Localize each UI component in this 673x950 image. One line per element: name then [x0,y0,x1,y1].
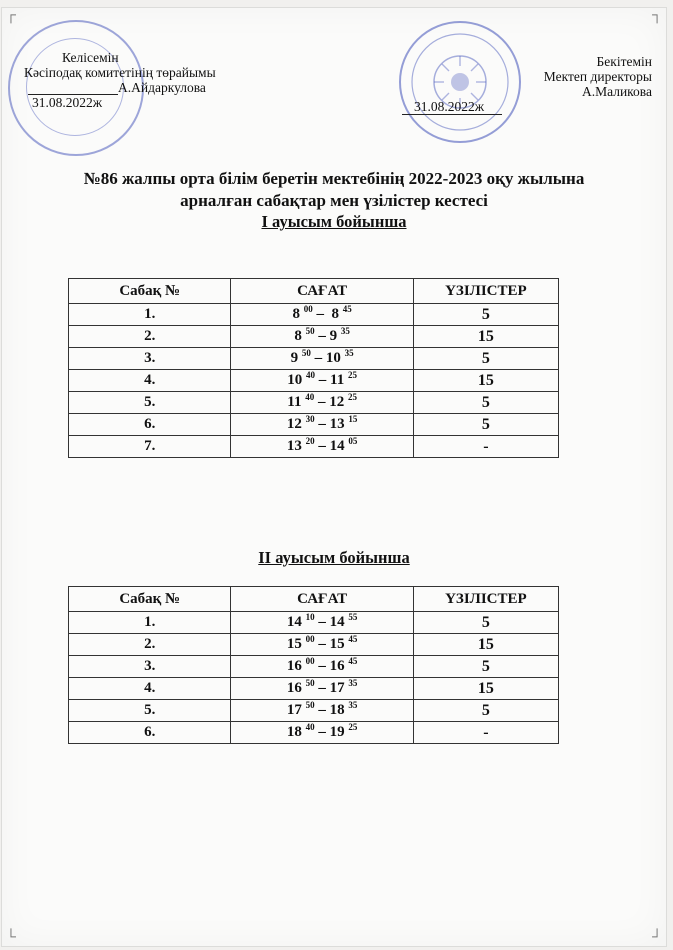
start-hour: 12 [286,416,302,432]
table-row [69,700,559,722]
time-separator: – [310,350,326,366]
header-break: ҮЗІЛІСТЕР [413,279,558,304]
end-hour: 12 [329,394,345,410]
document-title-line-1: №86 жалпы орта білім беретін мектебінің 2022-2023 оқу жылына [83,169,585,188]
end-hour: 11 [330,372,345,388]
start-minute: 00 [305,634,315,644]
corner-mark-bottom-right: ┘ [652,930,662,945]
lesson-time [231,304,413,326]
table-row [69,656,559,678]
lesson-number: 7. [69,436,231,458]
break-minutes: - [413,436,558,458]
end-hour: 8 [331,306,339,322]
time-separator: – [314,658,330,674]
time-separator: – [312,306,332,322]
table-row [69,304,559,326]
table-row [69,326,559,348]
break-minutes: - [413,722,558,744]
lesson-time [231,612,413,634]
break-minutes: 5 [413,414,558,436]
end-hour: 13 [329,416,345,432]
break-minutes: 15 [413,370,558,392]
break-minutes: 5 [413,304,558,326]
start-minute: 50 [305,326,315,336]
end-minute: 25 [347,392,357,402]
start-hour: 17 [286,702,302,718]
shift-1-table [68,278,559,458]
lesson-time [231,326,413,348]
time-separator: – [314,614,330,630]
start-minute: 40 [305,392,315,402]
start-hour: 9 [290,350,299,366]
start-hour: 13 [286,438,302,454]
approval-position: Мектеп директоры [543,69,652,84]
end-hour: 15 [329,636,345,652]
end-minute: 25 [347,370,357,380]
table-row [69,348,559,370]
time-separator: – [314,438,330,454]
table-row [69,370,559,392]
agreement-name: А.Айдаркулова [118,80,206,95]
lesson-time [231,700,413,722]
end-minute: 15 [348,414,358,424]
end-minute: 45 [348,656,358,666]
end-hour: 14 [329,438,345,454]
time-separator: – [314,702,330,718]
end-hour: 17 [329,680,345,696]
lesson-time [231,436,413,458]
table-header-row [69,279,559,304]
approval-date: 31.08.2022ж [414,99,485,114]
table-row [69,612,559,634]
break-minutes: 15 [413,326,558,348]
start-hour: 8 [294,328,302,344]
shift-2-title: II ауысым бойынша [258,548,410,567]
break-minutes: 5 [413,700,558,722]
lesson-number: 4. [69,370,231,392]
end-hour: 16 [329,658,345,674]
start-hour: 16 [286,680,302,696]
document-title-line-2: арналған сабақтар мен үзілістер кестесі [180,191,488,210]
start-minute: 20 [305,436,315,446]
break-minutes: 5 [413,348,558,370]
agreement-date: 31.08.2022ж [32,95,103,110]
start-hour: 14 [286,614,302,630]
start-minute: 50 [305,678,315,688]
end-minute: 35 [344,348,354,358]
start-minute: 10 [305,612,315,622]
lesson-number: 2. [69,326,231,348]
end-minute: 05 [348,436,358,446]
table-row [69,392,559,414]
time-separator: – [315,372,331,388]
break-minutes: 5 [413,392,558,414]
break-minutes: 5 [413,656,558,678]
lesson-number: 5. [69,700,231,722]
table-row [69,436,559,458]
shift-2-table [68,586,559,744]
time-separator: – [314,328,330,344]
time-separator: – [314,416,330,432]
table-row [69,634,559,656]
end-minute: 25 [348,722,358,732]
start-minute: 00 [303,304,313,314]
corner-mark-top-left: ┌ [6,8,16,23]
table-header-row [69,587,559,612]
start-minute: 40 [305,722,315,732]
agreement-position: Кәсіподақ комитетінің төрайымы [24,65,216,80]
break-minutes: 5 [413,612,558,634]
lesson-time [231,634,413,656]
approval-label: Бекітемін [596,54,652,69]
lesson-number: 6. [69,414,231,436]
lesson-number: 1. [69,304,231,326]
break-minutes: 15 [413,634,558,656]
lesson-time [231,414,413,436]
lesson-time [231,656,413,678]
start-hour: 16 [286,658,302,674]
end-hour: 10 [325,350,341,366]
lesson-number: 5. [69,392,231,414]
start-hour: 10 [287,372,303,388]
end-minute: 45 [342,304,352,314]
header-time: САҒАТ [231,279,413,304]
start-minute: 50 [305,700,315,710]
end-minute: 55 [348,612,358,622]
time-separator: – [314,636,330,652]
break-minutes: 15 [413,678,558,700]
lesson-number: 4. [69,678,231,700]
end-hour: 14 [329,614,345,630]
lesson-number: 3. [69,656,231,678]
shift-1-rows [69,304,559,458]
start-hour: 11 [287,394,302,410]
start-minute: 40 [306,370,316,380]
time-separator: – [314,724,330,740]
signature-line [28,80,118,95]
end-minute: 35 [348,678,358,688]
end-minute: 35 [340,326,350,336]
corner-mark-bottom-left: └ [6,930,16,945]
table-row [69,414,559,436]
lesson-number: 6. [69,722,231,744]
start-hour: 18 [286,724,302,740]
header-lesson: Сабақ № [69,279,231,304]
lesson-time [231,392,413,414]
shift-1-title: I ауысым бойынша [261,212,407,231]
start-minute: 00 [305,656,315,666]
start-hour: 8 [292,306,300,322]
lesson-time [231,348,413,370]
agreement-label: Келісемін [62,50,119,65]
end-minute: 45 [348,634,358,644]
agreement-block [24,50,264,110]
lesson-time [231,722,413,744]
time-separator: – [314,680,330,696]
table-row [69,678,559,700]
header-time: САҒАТ [231,587,413,612]
start-minute: 50 [301,348,311,358]
lesson-number: 3. [69,348,231,370]
lesson-number: 1. [69,612,231,634]
end-hour: 9 [329,328,338,344]
approval-name: А.Маликова [581,84,652,99]
start-hour: 15 [286,636,302,652]
table-row [69,722,559,744]
end-hour: 18 [329,702,345,718]
end-minute: 35 [348,700,358,710]
end-hour: 19 [329,724,345,740]
corner-mark-top-right: ┐ [652,8,662,23]
approval-signature-line [402,114,502,115]
lesson-time [231,370,413,392]
start-minute: 30 [305,414,315,424]
shift-2-rows [69,612,559,744]
approval-block [472,54,652,99]
header-lesson: Сабақ № [69,587,231,612]
lesson-number: 2. [69,634,231,656]
lesson-time [231,678,413,700]
time-separator: – [314,394,330,410]
document-page [2,8,666,946]
header-break: ҮЗІЛІСТЕР [413,587,558,612]
